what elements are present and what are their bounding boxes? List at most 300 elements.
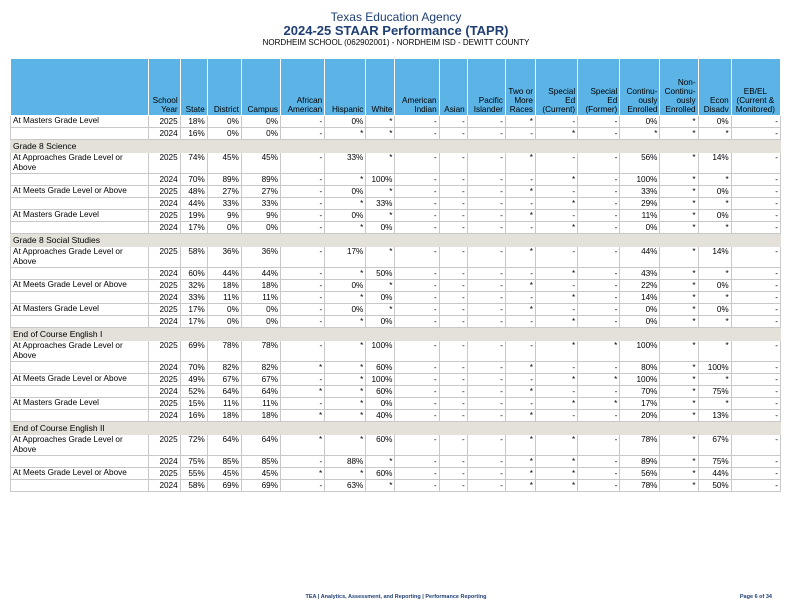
table-cell: - (731, 210, 780, 222)
table-cell: - (505, 268, 535, 280)
table-cell: - (395, 374, 439, 386)
table-cell: - (395, 410, 439, 422)
table-cell: - (281, 174, 325, 186)
table-cell: - (731, 480, 780, 492)
table-cell: 0% (207, 304, 241, 316)
table-cell: - (731, 268, 780, 280)
table-cell: - (281, 186, 325, 198)
table-cell: - (395, 222, 439, 234)
table-cell: 17% (180, 222, 207, 234)
table-cell: * (660, 198, 698, 210)
table-cell: - (395, 198, 439, 210)
row-label: At Masters Grade Level (11, 116, 149, 128)
table-cell: 60% (366, 468, 395, 480)
table-cell: 56% (620, 153, 660, 174)
table-cell: 18% (180, 116, 207, 128)
table-cell: 0% (325, 186, 366, 198)
row-label: At Meets Grade Level or Above (11, 468, 149, 480)
school-year-cell: 2024 (148, 128, 180, 140)
table-cell: - (535, 247, 577, 268)
table-cell: * (325, 316, 366, 328)
table-cell: - (467, 341, 505, 362)
table-row (11, 153, 781, 174)
table-cell: - (731, 398, 780, 410)
table-cell: * (505, 186, 535, 198)
table-cell: - (281, 456, 325, 468)
table-cell: - (281, 280, 325, 292)
table-cell: 80% (620, 362, 660, 374)
table-cell: 60% (366, 435, 395, 456)
column-header: African American (281, 59, 325, 116)
table-cell: - (467, 128, 505, 140)
table-cell: * (660, 247, 698, 268)
table-cell: - (281, 247, 325, 268)
table-cell: 44% (207, 268, 241, 280)
table-cell: 69% (207, 480, 241, 492)
table-cell: - (731, 341, 780, 362)
table-cell: * (505, 304, 535, 316)
table-cell: - (731, 116, 780, 128)
table-cell: - (578, 480, 620, 492)
school-year-cell: 2024 (148, 198, 180, 210)
table-cell: - (731, 304, 780, 316)
table-cell: * (535, 374, 577, 386)
table-cell: 14% (698, 153, 731, 174)
table-cell: 14% (620, 292, 660, 304)
table-cell: 11% (241, 292, 280, 304)
table-cell: - (395, 247, 439, 268)
table-cell: 0% (366, 398, 395, 410)
table-row (11, 247, 781, 268)
table-cell: - (467, 153, 505, 174)
table-cell: 60% (366, 386, 395, 398)
table-cell: 13% (698, 410, 731, 422)
table-cell: 64% (241, 435, 280, 456)
table-cell: 0% (325, 210, 366, 222)
table-cell: 11% (207, 398, 241, 410)
table-cell: - (535, 410, 577, 422)
table-cell: 0% (698, 280, 731, 292)
table-cell: - (535, 116, 577, 128)
table-cell: - (467, 480, 505, 492)
table-cell: * (505, 362, 535, 374)
table-row (11, 362, 781, 374)
table-cell: 55% (180, 468, 207, 480)
school-year-cell: 2025 (148, 153, 180, 174)
table-cell: - (439, 468, 467, 480)
table-cell: * (366, 480, 395, 492)
table-row (11, 280, 781, 292)
table-cell: - (535, 186, 577, 198)
table-cell: * (325, 362, 366, 374)
row-label: At Masters Grade Level (11, 210, 149, 222)
table-cell: 18% (241, 410, 280, 422)
table-cell: * (535, 468, 577, 480)
table-cell: - (281, 116, 325, 128)
table-cell: - (395, 435, 439, 456)
table-cell: * (281, 468, 325, 480)
table-cell: 20% (620, 410, 660, 422)
table-cell: 50% (698, 480, 731, 492)
table-cell: * (325, 398, 366, 410)
table-cell: - (731, 410, 780, 422)
agency-name: Texas Education Agency (330, 10, 462, 24)
table-row (11, 386, 781, 398)
table-cell: 9% (207, 210, 241, 222)
table-cell: 49% (180, 374, 207, 386)
table-cell: 75% (180, 456, 207, 468)
table-cell: * (535, 341, 577, 362)
school-year-cell: 2025 (148, 341, 180, 362)
table-cell: - (578, 280, 620, 292)
table-cell: 0% (207, 316, 241, 328)
column-header: White (366, 59, 395, 116)
table-cell: - (578, 316, 620, 328)
table-cell: * (660, 398, 698, 410)
table-cell: * (660, 304, 698, 316)
table-cell: - (578, 174, 620, 186)
table-cell: 45% (241, 153, 280, 174)
table-row (11, 198, 781, 210)
table-cell: 43% (620, 268, 660, 280)
staar-performance-table (10, 58, 781, 492)
table-cell: * (535, 222, 577, 234)
row-label (11, 128, 149, 140)
table-cell: * (366, 280, 395, 292)
table-cell: 0% (366, 292, 395, 304)
table-cell: - (281, 480, 325, 492)
table-cell: - (439, 316, 467, 328)
section-label: Grade 8 Social Studies (11, 234, 781, 247)
table-cell: 78% (241, 341, 280, 362)
table-cell: 0% (241, 222, 280, 234)
table-cell: 82% (207, 362, 241, 374)
table-cell: 32% (180, 280, 207, 292)
table-cell: - (578, 153, 620, 174)
table-cell: - (535, 362, 577, 374)
table-cell: - (281, 198, 325, 210)
table-cell: 72% (180, 435, 207, 456)
table-cell: * (660, 316, 698, 328)
table-cell: - (578, 468, 620, 480)
school-year-cell: 2025 (148, 116, 180, 128)
table-cell: - (395, 186, 439, 198)
table-cell: - (731, 186, 780, 198)
table-cell: - (281, 316, 325, 328)
table-cell: - (439, 198, 467, 210)
school-year-cell: 2025 (148, 186, 180, 198)
table-cell: - (395, 316, 439, 328)
table-cell: - (467, 410, 505, 422)
table-cell: * (660, 174, 698, 186)
school-year-cell: 2024 (148, 456, 180, 468)
report-title: 2024-25 STAAR Performance (TAPR) (283, 23, 509, 38)
table-cell: - (395, 362, 439, 374)
table-cell: * (505, 468, 535, 480)
table-cell: 75% (698, 386, 731, 398)
school-year-cell: 2025 (148, 210, 180, 222)
table-cell: - (395, 128, 439, 140)
table-cell: - (439, 386, 467, 398)
school-year-cell: 2025 (148, 398, 180, 410)
row-label (11, 292, 149, 304)
table-cell: * (505, 116, 535, 128)
table-row (11, 268, 781, 280)
table-cell: - (395, 268, 439, 280)
table-cell: - (578, 268, 620, 280)
table-cell: 0% (241, 128, 280, 140)
table-cell: - (467, 398, 505, 410)
table-cell: - (535, 304, 577, 316)
table-cell: * (660, 456, 698, 468)
table-cell: - (578, 116, 620, 128)
section-row (11, 140, 781, 153)
column-header: Campus (241, 59, 280, 116)
column-header: Special Ed (Former) (578, 59, 620, 116)
table-cell: - (731, 362, 780, 374)
column-header: Two or More Races (505, 59, 535, 116)
table-cell: 0% (698, 186, 731, 198)
table-cell: 45% (241, 468, 280, 480)
table-cell: * (660, 128, 698, 140)
table-cell: - (439, 456, 467, 468)
table-cell: * (535, 174, 577, 186)
school-year-cell: 2024 (148, 480, 180, 492)
table-cell: 64% (207, 435, 241, 456)
table-cell: - (281, 128, 325, 140)
table-cell: * (281, 362, 325, 374)
column-header: EB/EL (Current & Monitored) (731, 59, 780, 116)
table-cell: 17% (325, 247, 366, 268)
table-cell: - (395, 480, 439, 492)
table-cell: 27% (241, 186, 280, 198)
table-cell: * (578, 341, 620, 362)
table-cell: * (505, 153, 535, 174)
table-cell: 69% (180, 341, 207, 362)
table-cell: * (505, 386, 535, 398)
row-label (11, 456, 149, 468)
table-cell: - (578, 210, 620, 222)
section-row (11, 234, 781, 247)
table-cell: 100% (366, 174, 395, 186)
table-cell: * (281, 410, 325, 422)
table-cell: - (281, 222, 325, 234)
table-cell: 0% (698, 304, 731, 316)
table-cell: 18% (241, 280, 280, 292)
table-cell: - (439, 210, 467, 222)
table-cell: 0% (241, 316, 280, 328)
row-label (11, 410, 149, 422)
table-cell: * (366, 247, 395, 268)
table-cell: 67% (241, 374, 280, 386)
column-header: Non-Continu-ously Enrolled (660, 59, 698, 116)
table-cell: * (325, 468, 366, 480)
table-cell: - (439, 435, 467, 456)
section-row (11, 328, 781, 341)
table-cell: - (439, 174, 467, 186)
table-cell: - (467, 116, 505, 128)
table-cell: * (366, 153, 395, 174)
table-cell: * (505, 480, 535, 492)
table-cell: * (366, 128, 395, 140)
table-cell: 29% (620, 198, 660, 210)
table-cell: - (578, 128, 620, 140)
table-cell: 16% (180, 410, 207, 422)
table-cell: - (395, 280, 439, 292)
row-label (11, 362, 149, 374)
table-cell: * (325, 341, 366, 362)
table-cell: 33% (241, 198, 280, 210)
table-cell: - (505, 398, 535, 410)
table-cell: * (698, 268, 731, 280)
table-cell: * (660, 341, 698, 362)
table-cell: - (281, 374, 325, 386)
table-cell: - (439, 341, 467, 362)
school-year-cell: 2024 (148, 268, 180, 280)
school-year-cell: 2025 (148, 247, 180, 268)
table-cell: 78% (620, 480, 660, 492)
table-cell: 85% (207, 456, 241, 468)
table-cell: - (731, 153, 780, 174)
school-year-cell: 2024 (148, 386, 180, 398)
table-cell: - (578, 435, 620, 456)
table-cell: 70% (180, 174, 207, 186)
table-cell: 33% (620, 186, 660, 198)
school-year-cell: 2024 (148, 316, 180, 328)
table-cell: - (467, 386, 505, 398)
table-cell: 0% (325, 280, 366, 292)
table-cell: 0% (366, 316, 395, 328)
table-cell: - (467, 374, 505, 386)
column-header: Hispanic (325, 59, 366, 116)
row-label: At Approaches Grade Level or Above (11, 153, 149, 174)
table-cell: * (660, 268, 698, 280)
table-cell: - (395, 468, 439, 480)
table-cell: 33% (180, 292, 207, 304)
table-cell: * (505, 210, 535, 222)
table-row (11, 304, 781, 316)
table-cell: - (439, 410, 467, 422)
table-cell: - (731, 292, 780, 304)
table-cell: 67% (698, 435, 731, 456)
table-cell: - (467, 174, 505, 186)
table-cell: - (281, 268, 325, 280)
table-cell: - (395, 174, 439, 186)
table-cell: - (467, 210, 505, 222)
table-cell: 44% (241, 268, 280, 280)
table-cell: * (698, 128, 731, 140)
table-cell: * (505, 247, 535, 268)
table-cell: * (698, 316, 731, 328)
table-cell: - (439, 480, 467, 492)
table-cell: 44% (698, 468, 731, 480)
table-cell: 36% (207, 247, 241, 268)
table-cell: - (578, 362, 620, 374)
table-cell: 11% (207, 292, 241, 304)
table-cell: 0% (620, 222, 660, 234)
table-cell: - (439, 292, 467, 304)
table-cell: - (281, 153, 325, 174)
school-year-cell: 2025 (148, 435, 180, 456)
table-cell: 17% (180, 304, 207, 316)
table-cell: 22% (620, 280, 660, 292)
table-cell: * (535, 435, 577, 456)
table-cell: - (731, 374, 780, 386)
table-cell: - (578, 304, 620, 316)
table-cell: * (535, 292, 577, 304)
table-cell: - (439, 280, 467, 292)
campus-subtitle: NORDHEIM SCHOOL (062902001) - NORDHEIM ISD - DEWITT COUNTY (262, 38, 530, 47)
column-header: American Indian (395, 59, 439, 116)
table-cell: * (660, 292, 698, 304)
table-cell: * (535, 198, 577, 210)
table-row (11, 210, 781, 222)
table-cell: - (281, 341, 325, 362)
school-year-cell: 2025 (148, 280, 180, 292)
table-cell: 63% (325, 480, 366, 492)
row-label (11, 222, 149, 234)
table-cell: 36% (241, 247, 280, 268)
table-cell: - (535, 280, 577, 292)
table-cell: * (535, 128, 577, 140)
table-cell: 75% (698, 456, 731, 468)
table-cell: * (535, 398, 577, 410)
table-cell: - (467, 198, 505, 210)
table-row (11, 410, 781, 422)
school-year-cell: 2024 (148, 174, 180, 186)
table-cell: - (467, 222, 505, 234)
table-cell: - (281, 304, 325, 316)
table-row (11, 128, 781, 140)
table-cell: - (505, 341, 535, 362)
table-cell: 64% (241, 386, 280, 398)
footer-text: TEA | Analytics, Assessment, and Reporting | Performance Reporting (305, 594, 487, 600)
table-cell: * (698, 341, 731, 362)
table-cell: 100% (620, 174, 660, 186)
table-cell: 0% (207, 128, 241, 140)
row-label (11, 316, 149, 328)
table-cell: 0% (620, 316, 660, 328)
table-cell: 11% (620, 210, 660, 222)
table-cell: * (366, 210, 395, 222)
table-cell: - (578, 410, 620, 422)
table-cell: * (281, 435, 325, 456)
table-cell: - (467, 304, 505, 316)
column-header: Continu-ously Enrolled (620, 59, 660, 116)
table-cell: * (660, 386, 698, 398)
table-cell: - (731, 316, 780, 328)
table-cell: * (366, 304, 395, 316)
table-cell: - (439, 222, 467, 234)
table-cell: - (505, 174, 535, 186)
column-header: Asian (439, 59, 467, 116)
table-row (11, 316, 781, 328)
table-cell: * (325, 222, 366, 234)
column-header: Econ Disadv (698, 59, 731, 116)
row-label: At Masters Grade Level (11, 304, 149, 316)
section-label: End of Course English II (11, 422, 781, 435)
table-cell: * (698, 292, 731, 304)
table-cell: * (366, 186, 395, 198)
table-cell: - (281, 292, 325, 304)
table-cell: - (395, 341, 439, 362)
table-cell: 0% (620, 116, 660, 128)
table-cell: - (439, 153, 467, 174)
row-label: At Approaches Grade Level or Above (11, 341, 149, 362)
table-cell: - (439, 398, 467, 410)
row-label: At Meets Grade Level or Above (11, 186, 149, 198)
table-row (11, 341, 781, 362)
